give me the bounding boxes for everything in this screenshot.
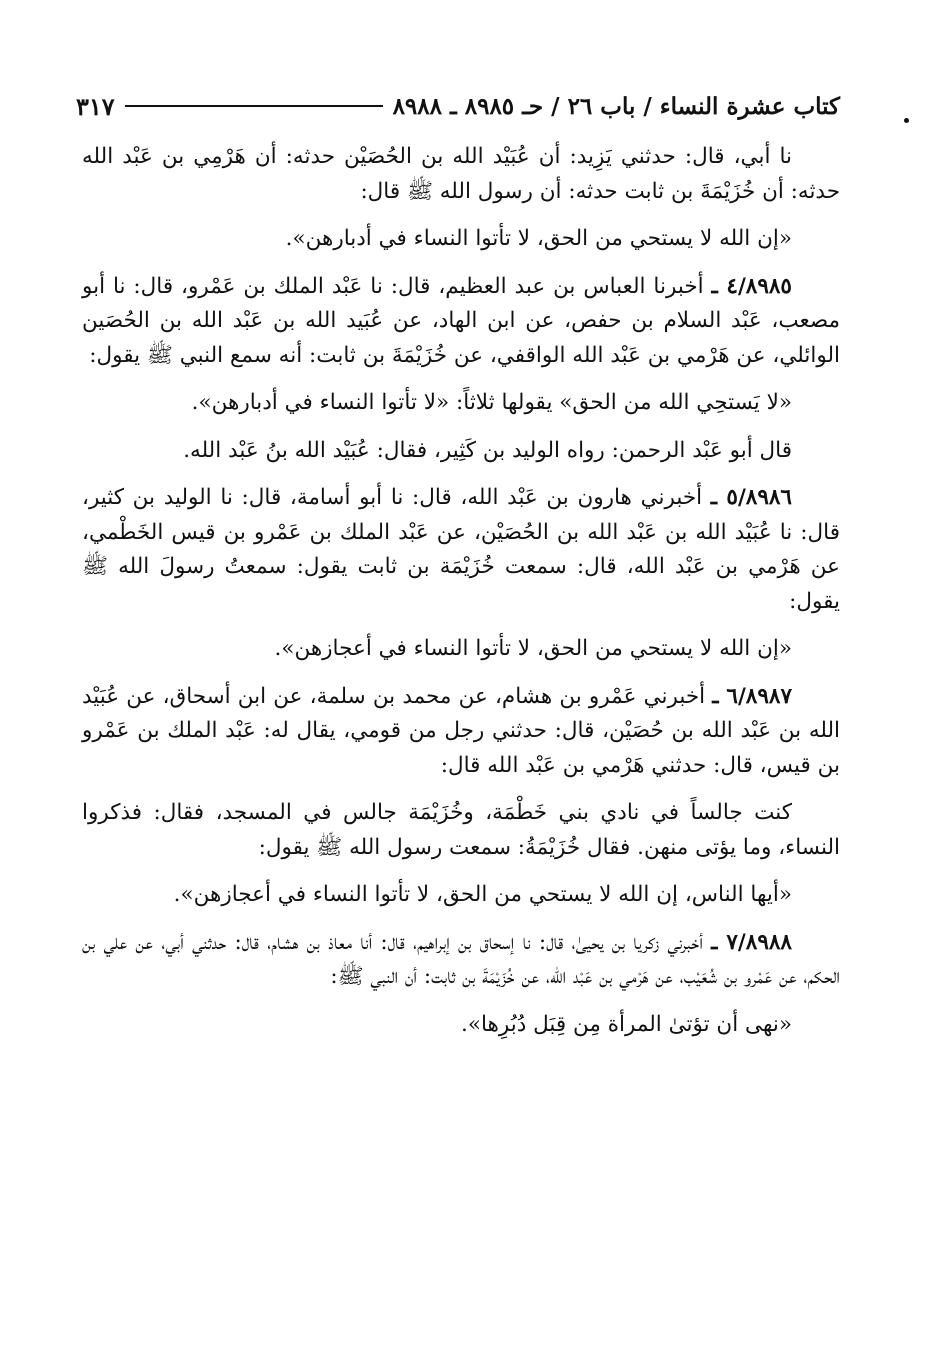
- paragraph-text: «إن الله لا يستحي من الحق، لا تأتوا النساء في أعجازهن».: [274, 636, 792, 661]
- paragraph-text: كنت جالساً في نادي بني خَطْمَة، وخُزَيْمَة جالس في المسجد، فقال: فذكروا النساء، وما يؤتى منهن. فقال خُزَيْمَةُ: سمعت رسول الله ﷺ يقول:: [82, 800, 840, 860]
- header-title: كتاب عشرة النساء / باب ٢٦ / حـ ٨٩٨٥ ـ ٨٩٨٨: [392, 92, 840, 120]
- paragraph-text: «أيها الناس، إن الله لا يستحي من الحق، لا تأتوا النساء في أعجازهن».: [173, 882, 792, 907]
- hadith-8987: [82, 680, 840, 784]
- paragraph-text: أخبرني زكريا بن يحيىٰ، قال: نا إسحاق بن إبراهيم، قال: أنا معاذ بن هشام، قال: حدثني أبي، عن علي بن الحكم، عن عَمْرو بن شُعَيْب، عن هَرْمي بن عَبْد الله، عن خُزَيْمَةَ بن ثابت: أن النبي ﷺ:: [82, 929, 840, 989]
- margin-dot: [904, 118, 909, 123]
- running-header: [76, 84, 840, 128]
- main-text: [82, 140, 840, 1055]
- paragraph-text: «نهى أن تؤتىٰ المرأة مِن قِبَل دُبُرِها».: [460, 1011, 792, 1037]
- hadith-quote: [82, 386, 840, 421]
- paragraph-text: أخبرني عَمْرو بن هشام، عن محمد بن سلمة، عن ابن أسحاق، عن عُبَيْد الله بن عَبْد الله بن حُصَيْن، قال: حدثني رجل من قومي، يقال له: عَبْد الملك بن عَمْرو بن قيس، قال: حدثني هَرْمي بن عَبْد الله قال:: [82, 683, 840, 778]
- paragraph-text: نا أبي، قال: حدثني يَزِيد: أن عُبَيْد الله بن الحُصَيْن حدثه: أن هَرْمِي بن عَبْد الله حدثه: أن خُزَيْمَةَ بن ثابت حدثه: أن رسول الله ﷺ قال:: [82, 144, 840, 204]
- paragraph-text: «لا يَستحِي الله من الحق» يقولها ثلاثاً: «لا تأتوا النساء في أدبارهن».: [191, 390, 792, 415]
- paragraph-text: «إن الله لا يستحي من الحق، لا تأتوا النساء في أدبارهن».: [285, 226, 792, 251]
- paragraph-text: قال أبو عَبْد الرحمن: رواه الوليد بن كَثِير، فقال: عُبَيْد الله بنُ عَبْد الله.: [183, 437, 792, 463]
- hadith-number: ٤/٨٩٨٥ ـ: [711, 273, 792, 299]
- header-rule: [125, 105, 383, 107]
- hadith-8988: [82, 926, 840, 995]
- page-number: ٣١٧: [76, 91, 115, 121]
- paragraph-isnad-continuation: [82, 140, 840, 209]
- hadith-8985: [82, 270, 840, 374]
- hadith-8986: [82, 481, 840, 619]
- hadith-quote: [82, 222, 840, 257]
- hadith-number: ٥/٨٩٨٦ ـ: [710, 485, 792, 510]
- hadith-quote: [82, 632, 840, 667]
- paragraph-text: أخبرنا العباس بن عبد العظيم، قال: نا عَبْد الملك بن عَمْرو، قال: نا أبو مصعب، عَبْد السلام بن حفص، عن ابن الهاد، عن عُبَيد الله بن عَبْد الله بن الحُصَين الوائلي، عن هَرْمي بن عَبْد الله الواقفي، عن خُزَيْمَةَ بن ثابت: أنه سمع النبي ﷺ يقول:: [82, 273, 840, 368]
- hadith-quote: [82, 878, 840, 913]
- author-note: [82, 434, 840, 469]
- hadith-number: ٧/٨٩٨٨ ـ: [711, 929, 792, 955]
- hadith-number: ٦/٨٩٨٧ ـ: [712, 683, 792, 709]
- hadith-quote: [82, 1008, 840, 1043]
- paragraph-text: أخبرني هارون بن عَبْد الله، قال: نا أبو أسامة، قال: نا الوليد بن كثير، قال: نا عُبَيْد الله بن عَبْد الله بن الحُصَيْن، عن عَبْد الملك بن عَمْرو بن قيس الخَطْمي، عن هَرْمي بن عَبْد الله، قال: سمعت خُزَيْمَة بن ثابت يقول: سمعتُ رسولَ الله ﷺ يقول:: [82, 485, 840, 614]
- narration-paragraph: [82, 796, 840, 865]
